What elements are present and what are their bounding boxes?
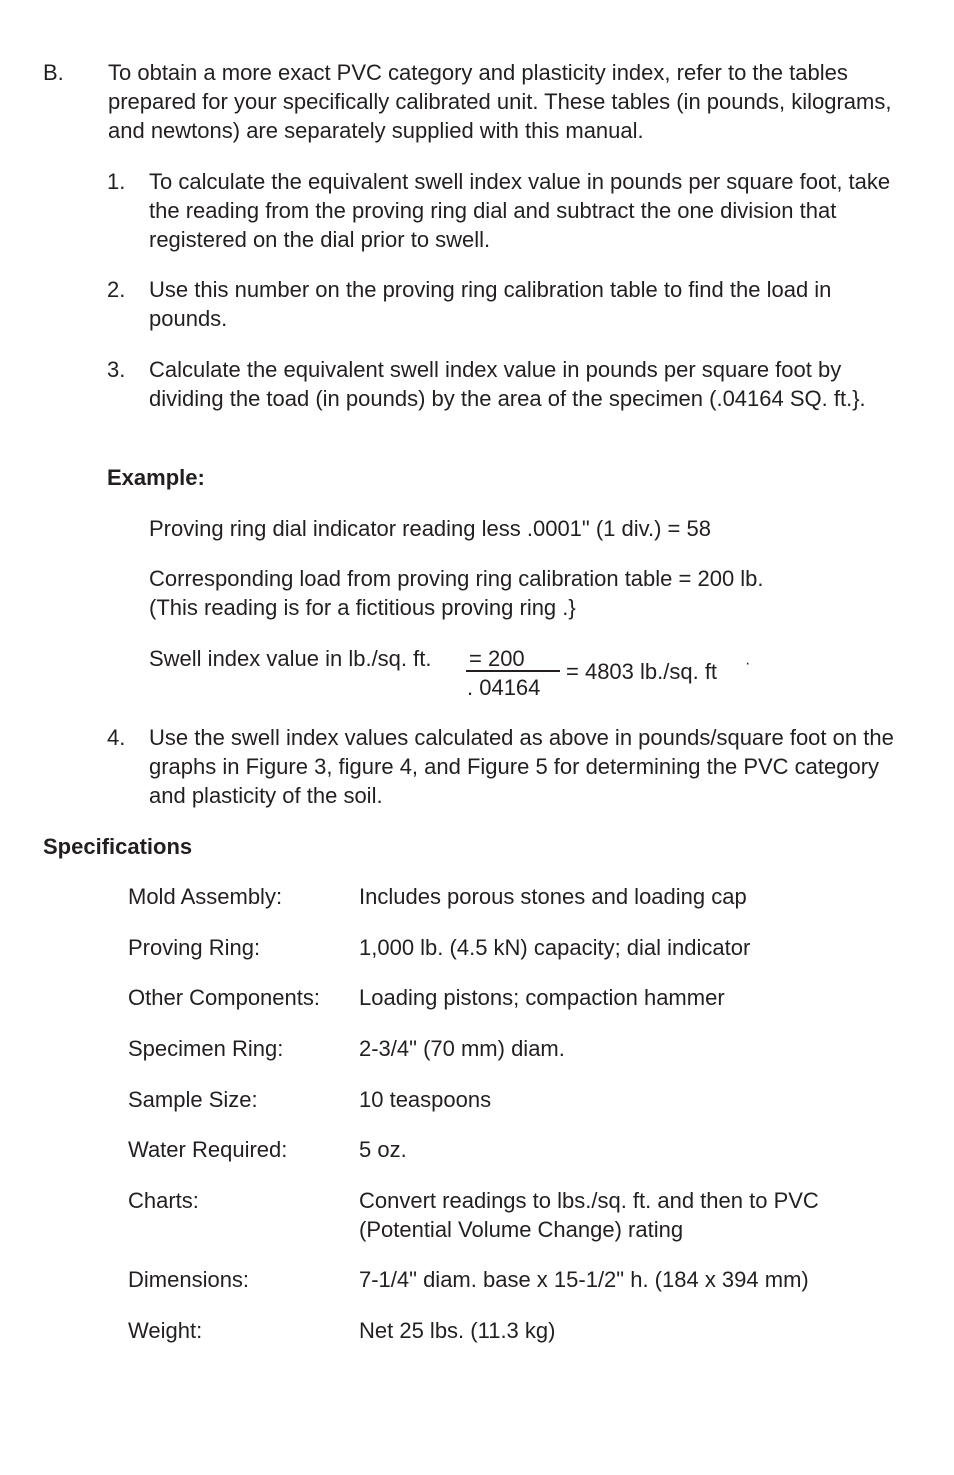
- spec-value: 10 teaspoons: [359, 1087, 492, 1112]
- formula-numerator: = 200: [469, 646, 525, 671]
- formula-denominator: . 04164: [467, 675, 541, 700]
- step-3-number: 3.: [107, 357, 126, 382]
- spec-value: Loading pistons; compaction hammer: [359, 985, 725, 1010]
- spec-value: Includes porous stones and loading cap: [359, 884, 747, 909]
- example-heading: Example:: [107, 465, 205, 490]
- spec-label: Dimensions:: [128, 1267, 250, 1292]
- spec-value: Net 25 lbs. (11.3 kg): [359, 1318, 556, 1343]
- spec-value: 1,000 lb. (4.5 kN) capacity; dial indicator: [359, 935, 751, 960]
- spec-label: Mold Assembly:: [128, 884, 283, 909]
- spec-label: Proving Ring:: [128, 935, 261, 960]
- spec-value: 7-1/4" diam. base x 15-1/2" h. (184 x 394 mm): [359, 1267, 809, 1292]
- step-1-text: To calculate the equivalent swell index value in pounds per square foot, take the reading from the proving ring dial and subtract the one division that registered on the dial prior to swell.: [149, 169, 891, 252]
- example-line-2a: Corresponding load from proving ring calibration table = 200 lb.: [149, 566, 764, 591]
- fraction-bar: [466, 670, 560, 672]
- spec-label: Specimen Ring:: [128, 1036, 284, 1061]
- step-4-number: 4.: [107, 725, 126, 750]
- step-2-text: Use this number on the proving ring calibration table to find the load in pounds.: [149, 277, 832, 331]
- formula-result: = 4803 lb./sq. ft: [566, 659, 718, 684]
- section-b-paragraph: To obtain a more exact PVC category and plasticity index, refer to the tables prepared for your specifically calibrated unit. These tables (in pounds, kilograms, and newtons) are separately supplied with this manual.: [108, 60, 892, 143]
- section-marker: B.: [43, 60, 64, 85]
- spec-value: 5 oz.: [359, 1137, 407, 1162]
- spec-label: Sample Size:: [128, 1087, 258, 1112]
- spec-label: Charts:: [128, 1188, 199, 1213]
- spec-value: 2-3/4" (70 mm) diam.: [359, 1036, 565, 1061]
- step-1-number: 1.: [107, 169, 126, 194]
- step-2-number: 2.: [107, 277, 126, 302]
- step-3-text: Calculate the equivalent swell index value in pounds per square foot by dividing the toad (in pounds) by the area of the specimen (.04164 SQ. ft.}.: [149, 357, 866, 411]
- example-line-2b: (This reading is for a fictitious proving ring .}: [149, 595, 576, 620]
- specifications-heading: Specifications: [43, 834, 193, 859]
- spec-label: Other Components:: [128, 985, 320, 1010]
- formula-result-mark: ·: [745, 655, 751, 672]
- spec-value: Convert readings to lbs./sq. ft. and then to PVC (Potential Volume Change) rating: [359, 1188, 819, 1242]
- step-4-text: Use the swell index values calculated as above in pounds/square foot on the graphs in Figure 3, figure 4, and Figure 5 for determining the PVC category and plasticity of the soil.: [149, 725, 894, 808]
- example-line-1: Proving ring dial indicator reading less .0001" (1 div.) = 58: [149, 516, 711, 541]
- spec-label: Water Required:: [128, 1137, 288, 1162]
- formula-label: Swell index value in lb./sq. ft.: [149, 646, 432, 671]
- spec-label: Weight:: [128, 1318, 203, 1343]
